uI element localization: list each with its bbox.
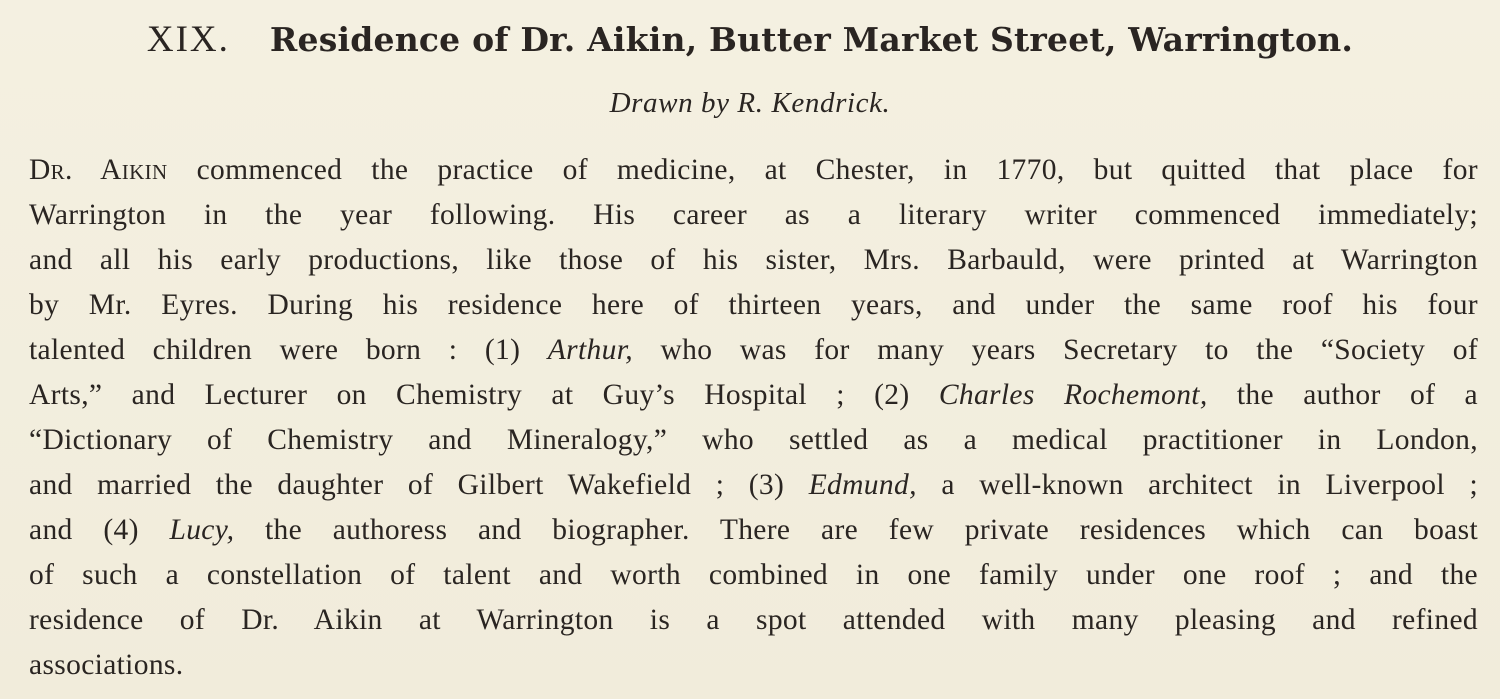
text-line: [29, 508, 1478, 553]
plate-number: XIX.: [146, 19, 230, 60]
text-run: the authoress and biographer. There are few private residences which can boast: [234, 514, 1478, 546]
text-line: [29, 148, 1478, 193]
text-run: Arts,” and Lecturer on Chemistry at Guy’s Hospital ; (2): [29, 379, 939, 411]
text-run: a well-known architect in Liverpool ;: [916, 469, 1478, 501]
text-line: [29, 328, 1478, 373]
text-run: the author of a: [1207, 379, 1478, 411]
text-line: [29, 463, 1478, 508]
text-run: residence of Dr. Aikin at Warrington is a spot attended with many pleasing and refined: [29, 604, 1478, 636]
text-line: [29, 238, 1478, 283]
text-run: associations.: [29, 649, 184, 681]
text-run: commenced the practice of medicine, at Chester, in 1770, but quitted that place for: [167, 154, 1478, 186]
italic-name: Charles Rochemont,: [938, 379, 1208, 411]
text-run: who was for many years Secretary to the “Society of: [633, 334, 1478, 366]
text-line: [29, 283, 1478, 328]
plate-heading: [0, 18, 1500, 61]
text-line: [29, 373, 1478, 418]
italic-name: Arthur,: [547, 334, 633, 366]
text-run: “Dictionary of Chemistry and Mineralogy,” who settled as a medical practitioner in London,: [29, 424, 1478, 456]
plate-title: Residence of Dr. Aikin, Butter Market Street, Warrington.: [269, 20, 1354, 59]
text-run: and married the daughter of Gilbert Wakefield ; (3): [29, 469, 809, 501]
text-run: and all his early productions, like those of his sister, Mrs. Barbauld, were printed at Warrington: [29, 244, 1478, 276]
text-run: by Mr. Eyres. During his residence here of thirteen years, and under the same roof his four: [29, 289, 1478, 321]
text-line: [29, 643, 1478, 688]
artist-credit: Drawn by R. Kendrick.: [609, 87, 891, 119]
text-line: [29, 193, 1478, 238]
text-run: and (4): [29, 514, 170, 546]
text-run: Warrington in the year following. His career as a literary writer commenced immediately;: [29, 199, 1478, 231]
text-run: talented children were born : (1): [29, 334, 548, 366]
italic-name: Edmund,: [808, 469, 917, 501]
text-line: [29, 598, 1478, 643]
italic-name: Lucy,: [169, 514, 235, 546]
text-line: [29, 418, 1478, 463]
text-line: [29, 553, 1478, 598]
opening-name: Dr. Aikin: [29, 154, 168, 186]
text-run: of such a constellation of talent and worth combined in one family under one roof ; and the: [29, 559, 1478, 591]
body-paragraph: [29, 148, 1478, 688]
